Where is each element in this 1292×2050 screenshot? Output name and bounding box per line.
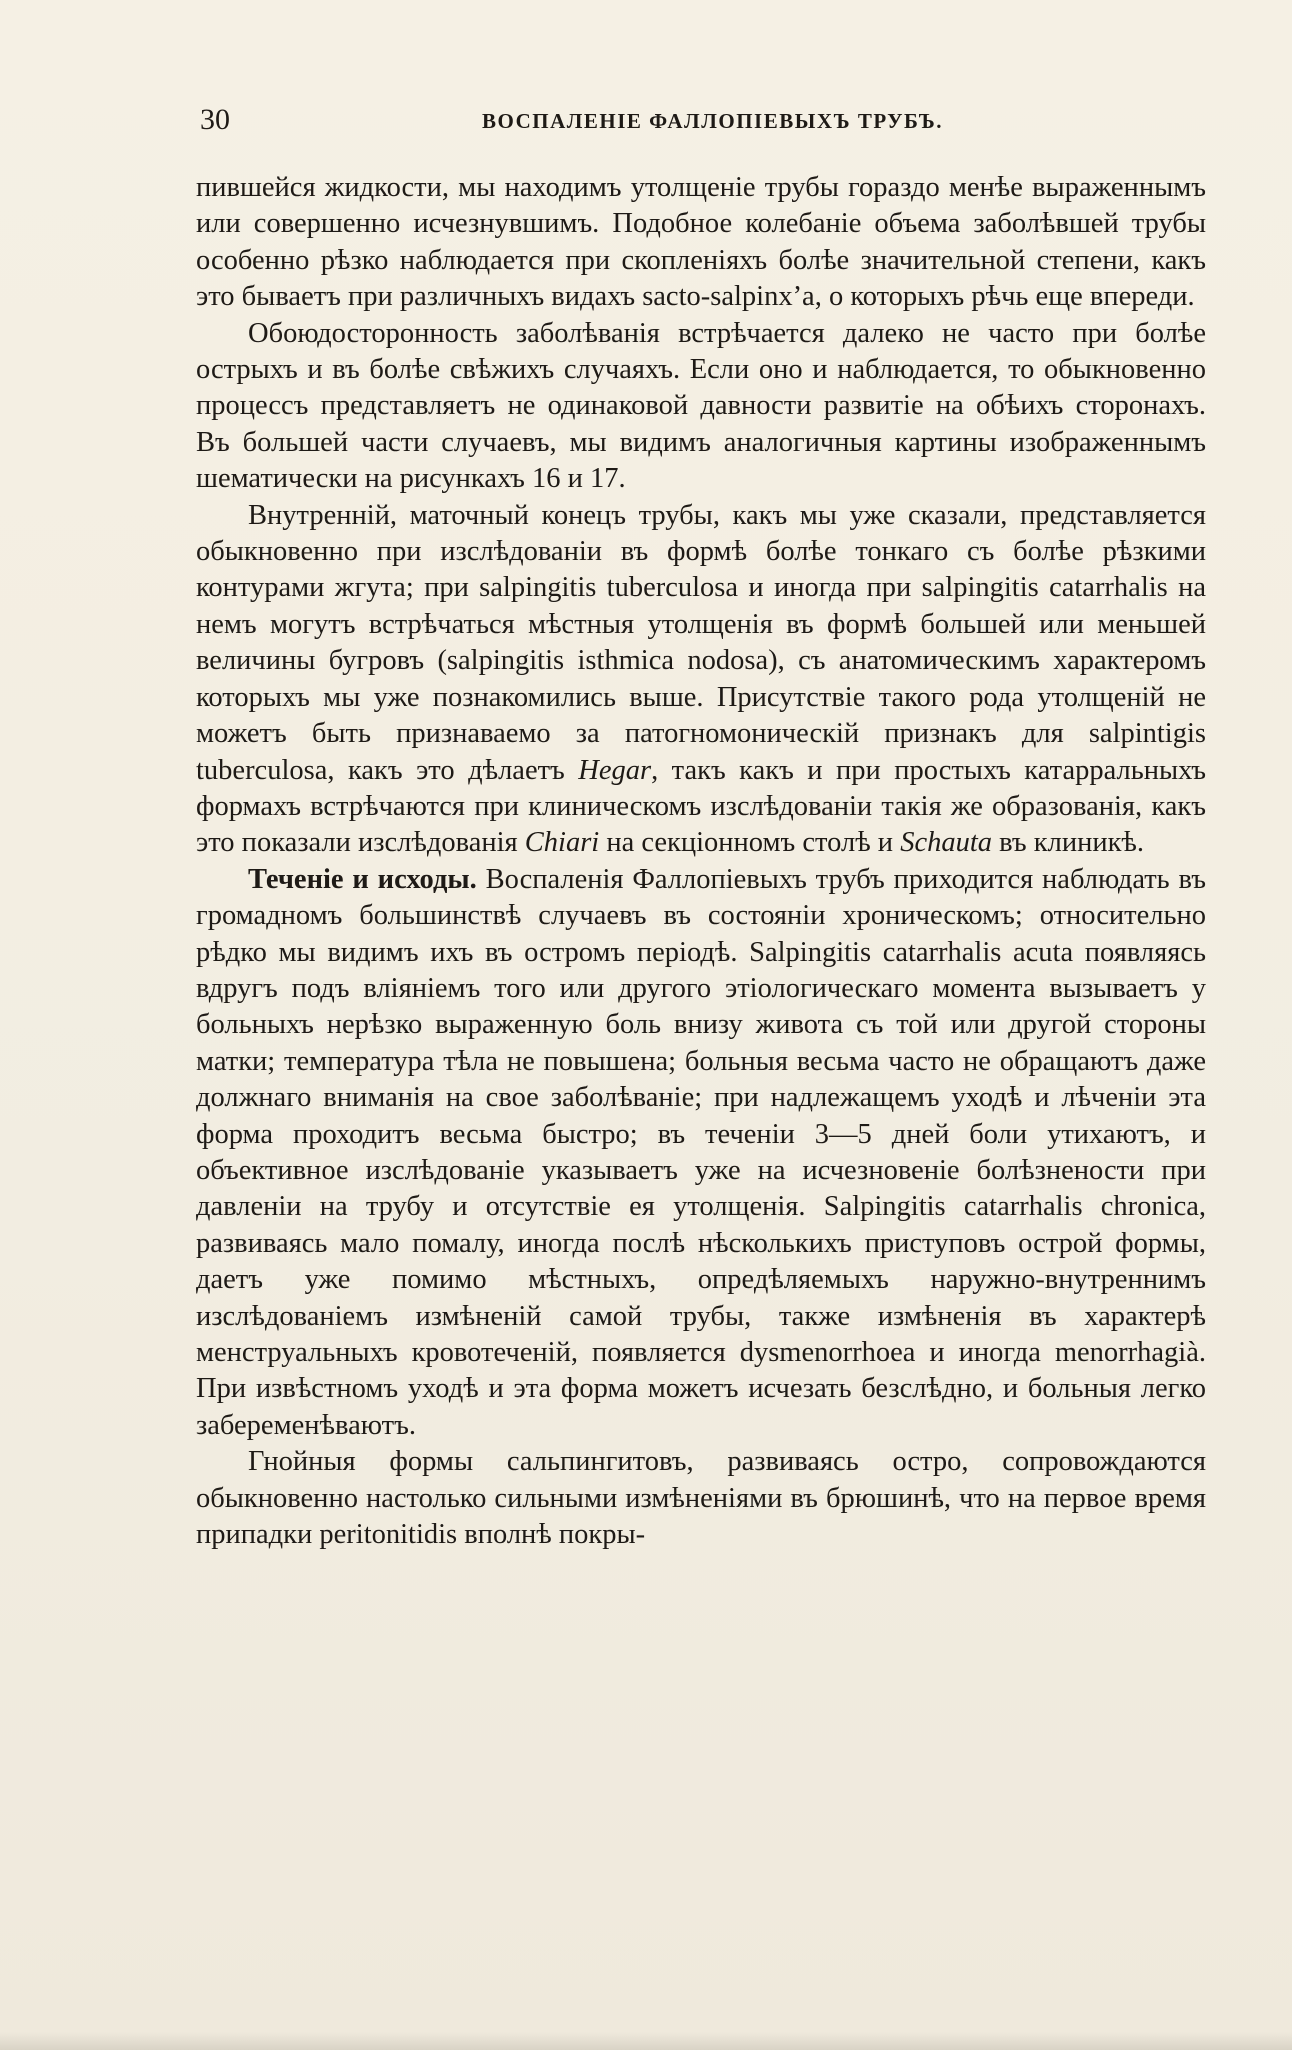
paragraph-5: Гнойныя формы сальпингитовъ, развиваясь остро, сопровождаются обыкновенно настолько сильными измѣненіями въ брюшинѣ, что на первое время припадки peritonitidis вполнѣ покры- bbox=[196, 1446, 1206, 1551]
page-header bbox=[200, 100, 1210, 140]
body-text bbox=[196, 170, 1206, 1553]
paragraph-3-text-b: , такъ какъ и при простыхъ катарральныхъ формахъ встрѣчаются при клиническомъ изслѣдованіи такія же образованія, какъ это показали изслѣдованія bbox=[196, 754, 1207, 859]
author-name-schauta: Schauta bbox=[900, 827, 993, 859]
paragraph-4 bbox=[196, 862, 1206, 1445]
paragraph-3-text-c: на секціонномъ столѣ и bbox=[606, 827, 894, 859]
paragraph-1: пившейся жидкости, мы находимъ утолщеніе трубы гораздо менѣе выраженнымъ или совершенно исчезнувшимъ. Подобное колебаніе объема заболѣвшей трубы особенно рѣзко наблюдается при скопленіяхъ болѣе значительной степени, какъ это бываетъ при различныхъ видахъ sacto-salpinx’а, о которыхъ рѣчь еще впереди. bbox=[196, 172, 1206, 313]
paragraph-3-text-d: въ клиникѣ. bbox=[999, 827, 1145, 859]
paragraph-2: Обоюдосторонность заболѣванія встрѣчается далеко не часто при болѣе острыхъ и въ болѣе свѣжихъ случаяхъ. Если оно и наблюдается, то обыкновенно процессъ представляетъ не одинаковой давности развитіе на обѣихъ сторонахъ. Въ большей части случаевъ, мы видимъ аналогичныя картины изображеннымъ шематически на рисункахъ 16 и 17. bbox=[196, 317, 1206, 495]
author-name-chiari: Chiari bbox=[524, 827, 600, 859]
page-bottom-edge bbox=[0, 2032, 1292, 2050]
author-name-hegar: Hegar bbox=[578, 754, 652, 786]
running-title: ВОСПАЛЕНІЕ ФАЛЛОПІЕВЫХЪ ТРУБЪ. bbox=[482, 109, 943, 133]
paragraph-4-text: Воспаленія Фаллопіевыхъ трубъ приходится наблюдать въ громадномъ большинствѣ случаевъ въ состояніи хроническомъ; относительно рѣдко мы видимъ ихъ въ остромъ періодѣ. Salpingitis catarrhalis acuta появляясь вдругъ подъ вліяніемъ того или другого этіологическаго момента вызываетъ у больныхъ нерѣзко выраженную боль внизу живота съ той или другой стороны матки; температура тѣла не повышена; больныя весьма часто не обращаютъ даже должнаго вниманія на свое заболѣваніе; при надлежащемъ уходѣ и лѣченіи эта форма проходитъ весьма быстро; въ теченіи 3—5 дней боли утихаютъ, и объективное изслѣдованіе указываетъ уже на исчезновеніе болѣзнености при давленіи на трубу и отсутствіе ея утолщенія. Salpingitis catarrhalis chronica, развиваясь мало помалу, иногда послѣ нѣсколькихъ приступовъ острой формы, даетъ уже помимо мѣстныхъ, опредѣляемыхъ наружно-внутреннимъ изслѣдованіемъ измѣненій самой трубы, также измѣненія въ характерѣ менструальныхъ кровотеченій, появляется dysmenorrhoea и иногда menorrhagià. При извѣстномъ уходѣ и эта форма можетъ исчезать безслѣдно, и больныя легко забеременѣваютъ. bbox=[196, 863, 1207, 1441]
paragraph-3-text-a: Внутренній, маточный конецъ трубы, какъ мы уже сказали, представляется обыкновенно при изслѣдованіи въ формѣ болѣе тонкаго съ болѣе рѣзкими контурами жгута; при salpingitis tuberculosa и иногда при salpingitis catarrhalis на немъ могутъ встрѣчаться мѣстныя утолщенія въ формѣ большей или меньшей величины бугровъ (salpingitis isthmica nodosa), съ анатомическимъ характеромъ которыхъ мы уже познакомились выше. Присутствіе такого рода утолщеній не можетъ быть признаваемо за патогномоническій признакъ для salpintigis tuberculosa, какъ это дѣлаетъ bbox=[196, 499, 1206, 786]
paragraph-3 bbox=[196, 498, 1206, 862]
page-number: 30 bbox=[200, 103, 230, 136]
section-heading: Теченіе и исходы. bbox=[248, 863, 477, 895]
